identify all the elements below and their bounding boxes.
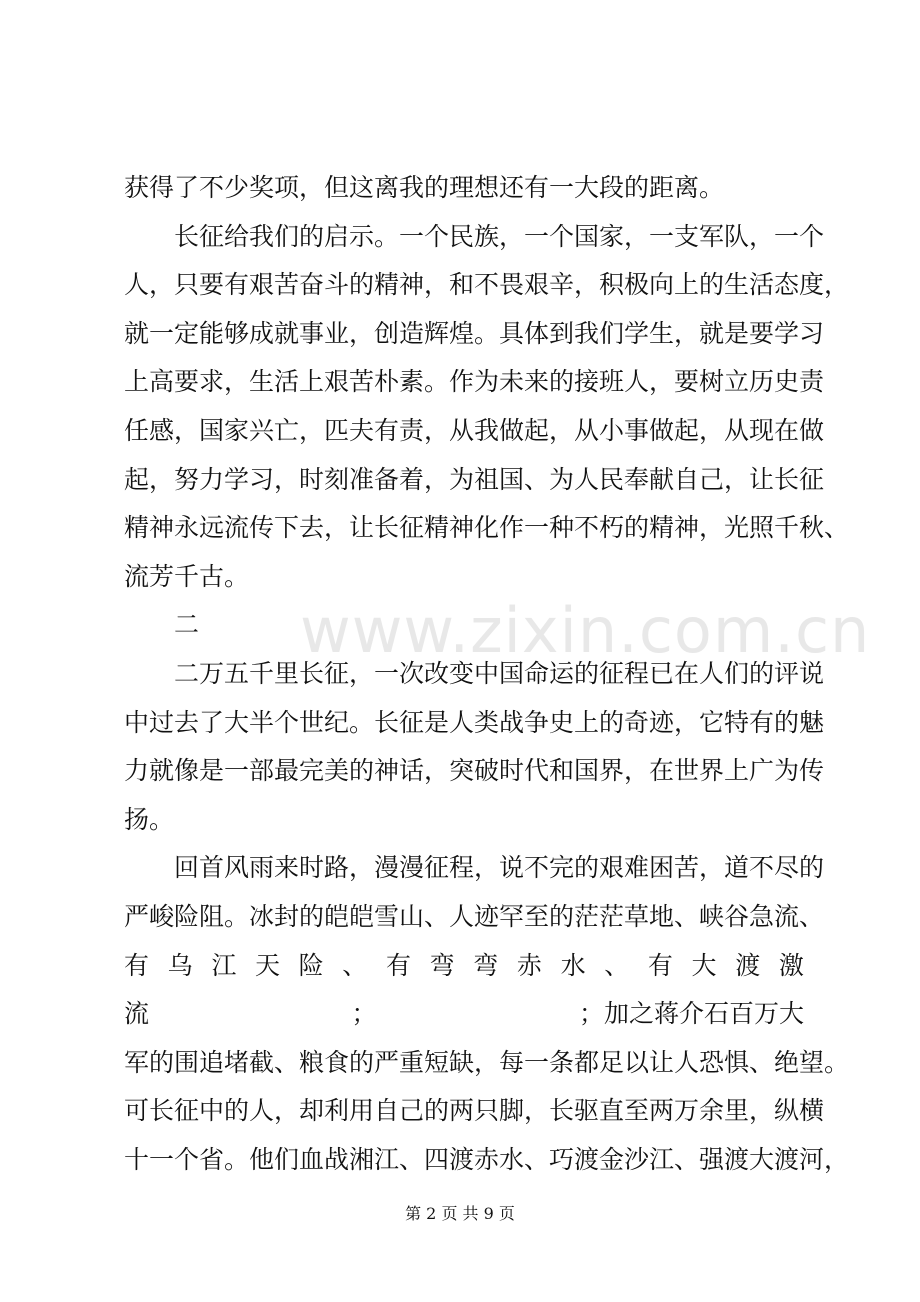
spaced-char: 江 <box>211 950 237 980</box>
spaced-char: 渡 <box>735 950 761 980</box>
text-line: 严峻险阻。冰封的皑皑雪山、人迹罕至的茫茫草地、峡谷急流、 <box>124 901 825 931</box>
text-line: 获得了不少奖项，但这离我的理想还有一大段的距离。 <box>124 173 725 202</box>
document-body <box>124 164 850 1184</box>
text-line: 力就像是一部最完美的神话，突破时代和国界，在世界上广为传 <box>124 756 825 786</box>
spaced-char: 有 <box>385 950 411 980</box>
spaced-text-line <box>124 942 804 991</box>
text-fragment: ；加之蒋介石百万大 <box>578 999 804 1029</box>
text-line: 十一个省。他们血战湘江、四渡赤水、巧渡金沙江、强渡大渡河， <box>124 1144 850 1174</box>
text-line: 可长征中的人，却利用自己的两只脚，长驱直至两万余里，纵横 <box>124 1096 825 1126</box>
spaced-char: 、 <box>604 950 630 980</box>
watermark-text: www.zixin.com.cn <box>300 594 871 667</box>
spaced-char: 有 <box>647 950 673 980</box>
text-line: 流芳千古。 <box>124 561 250 591</box>
paragraph-line: 长征给我们的启示。一个民族，一个国家，一支军队，一个 <box>174 221 825 251</box>
text-fragment: ； <box>351 999 377 1029</box>
spaced-char: 弯 <box>429 950 455 980</box>
paragraph-line: 二万五千里长征，一次改变中国命运的征程已在人们的评说 <box>174 658 825 688</box>
spaced-char: 险 <box>298 950 324 980</box>
page-number-footer: 第 2 页 共 9 页 <box>405 1204 515 1223</box>
text-line: 任感，国家兴亡，匹夫有责，从我做起，从小事做起，从现在做 <box>124 415 825 445</box>
text-line: 起，努力学习，时刻准备着，为祖国、为人民奉献自己，让长征 <box>124 464 825 494</box>
spaced-char: 弯 <box>473 950 499 980</box>
spaced-char: 水 <box>560 950 586 980</box>
spaced-char: 大 <box>691 950 717 980</box>
spaced-char: 、 <box>342 950 368 980</box>
gapped-text-line <box>124 990 804 1039</box>
text-fragment: 流 <box>124 999 150 1029</box>
spaced-char: 天 <box>254 950 280 980</box>
text-line: 军的围追堵截、粮食的严重短缺，每一条都足以让人恐惧、绝望。 <box>124 1047 850 1077</box>
section-heading: 二 <box>174 610 200 640</box>
text-line: 精神永远流传下去，让长征精神化作一种不朽的精神，光照千秋、 <box>124 513 850 543</box>
text-line: 就一定能够成就事业，创造辉煌。具体到我们学生，就是要学习 <box>124 318 825 348</box>
text-line: 上高要求，生活上艰苦朴素。作为未来的接班人，要树立历史责 <box>124 367 825 397</box>
text-line: 扬。 <box>124 804 175 834</box>
spaced-char: 赤 <box>516 950 542 980</box>
text-line: 中过去了大半个世纪。长征是人类战争史上的奇迹，它特有的魅 <box>124 707 825 737</box>
paragraph-line: 回首风雨来时路，漫漫征程，说不完的艰难困苦，道不尽的 <box>174 853 825 883</box>
text-line: 人，只要有艰苦奋斗的精神，和不畏艰辛，积极向上的生活态度， <box>124 270 850 300</box>
spaced-char: 乌 <box>167 950 193 980</box>
spaced-char: 有 <box>124 950 150 980</box>
spaced-char: 激 <box>778 950 804 980</box>
